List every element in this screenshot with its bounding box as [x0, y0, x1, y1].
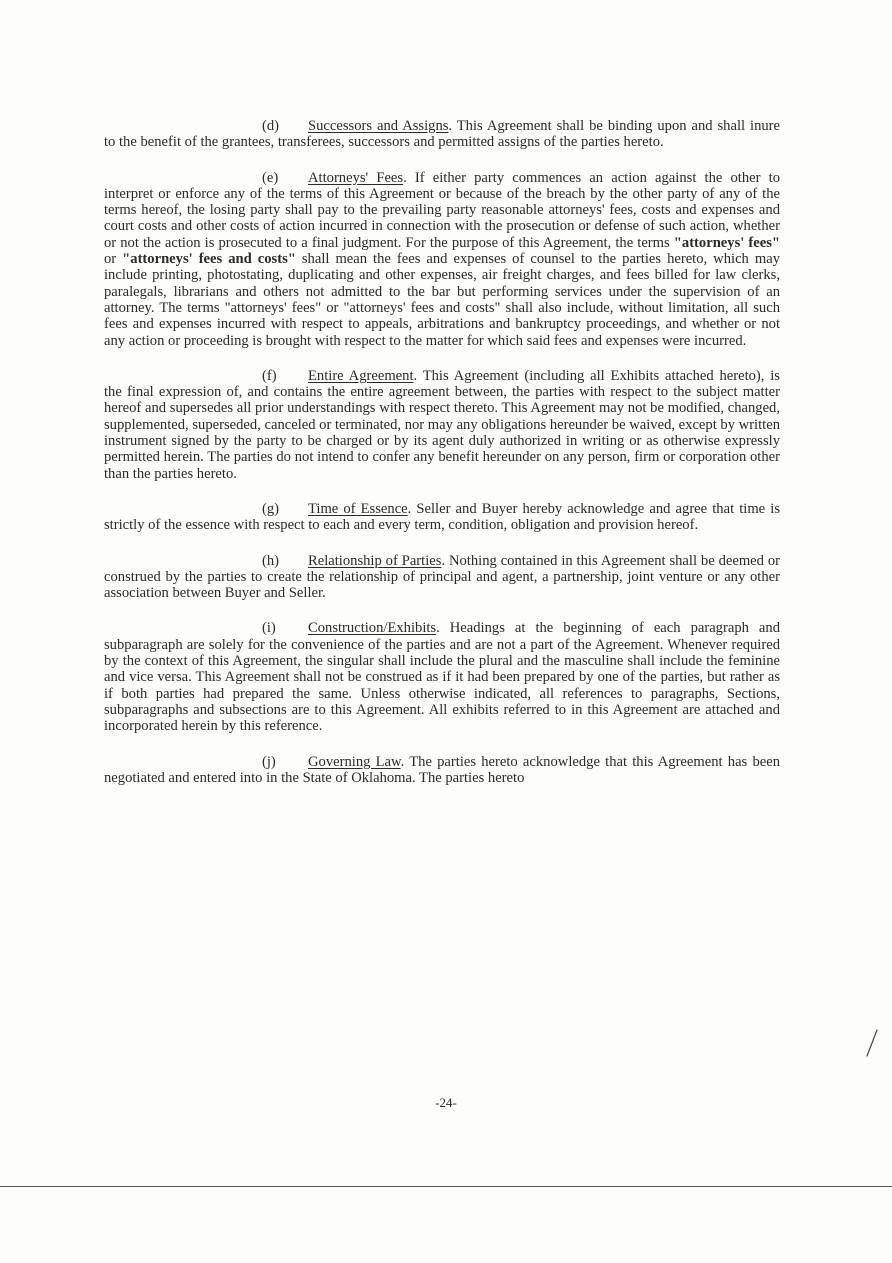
defined-term: "attorneys' fees"	[673, 234, 781, 251]
section-text: . If either party commences an action against the other to interpret or enforce any of the terms of this Agreement or because of the breach by the other party of any of the terms hereof, the losing party shall pay to the prevailing party reasonable attorneys' fees, costs and expenses and court costs and other costs of action incurred in connection with the prosecution or defense of such action, whether or not the action is prosecuted to a final judgment. For the purpose of this Agreement, the terms	[104, 169, 780, 251]
section-text: . Nothing contained in this Agreement shall be deemed or construed by the parties to create the relationship of principal and agent, a partnership, joint venture or any other association between Buyer and Seller.	[104, 552, 780, 602]
section-d	[104, 118, 780, 151]
section-i	[104, 620, 780, 734]
section-number: (i)	[262, 620, 276, 637]
section-text: . Headings at the beginning of each paragraph and subparagraph are solely for the convenience of the parties and are not a part of the Agreement. Whenever required by the context of this Agreement, the singular shall include the plural and the masculine shall include the feminine and vice versa. This Agreement shall not be construed as if it had been prepared by one of the parties, but rather as if both parties had prepared the same. Unless otherwise indicated, all references to paragraphs, Sections, subparagraphs and subsections are to this Agreement. All exhibits referred to in this Agreement are attached and incorporated herein by this reference.	[104, 620, 780, 735]
section-number: (e)	[262, 169, 279, 186]
section-e	[104, 170, 780, 349]
section-heading: Relationship of Parties	[308, 552, 442, 569]
margin-pen-mark	[862, 1028, 882, 1058]
section-heading: Time of Essence	[308, 500, 408, 517]
section-number: (d)	[262, 118, 280, 134]
section-heading: Governing Law	[308, 753, 401, 770]
section-g	[104, 501, 780, 534]
section-number: (j)	[262, 753, 276, 770]
section-f	[104, 368, 780, 482]
section-number: (g)	[262, 500, 280, 517]
section-number: (h)	[262, 552, 280, 569]
section-heading: Entire Agreement	[308, 367, 414, 384]
section-text: or	[104, 251, 123, 268]
section-text: . The parties hereto acknowledge that this Agreement has been negotiated and entered into in the State of Oklahoma. The parties hereto	[104, 753, 781, 786]
page-number: -24-	[435, 1095, 457, 1110]
section-text: shall mean the fees and expenses of counsel to the parties hereto, which may include printing, photostating, duplicating and other expenses, air freight charges, and fees billed for law clerks, paralegals, librarians and others not admitted to the bar but performing services under the supervision of an attorney. The terms "attorneys' fees" or "attorneys' fees and costs" shall also include, without limitation, all such fees and expenses incurred with respect to appeals, arbitrations and bankruptcy proceedings, and whether or not any action or proceeding is brought with respect to the matter for which said fees and expenses were incurred.	[104, 251, 780, 349]
section-j	[104, 754, 780, 787]
section-heading: Successors and Assigns	[308, 118, 449, 134]
section-number: (f)	[262, 367, 277, 384]
defined-term: "attorneys' fees and costs"	[122, 251, 296, 268]
section-h	[104, 553, 780, 602]
section-text: . Seller and Buyer hereby acknowledge and agree that time is strictly of the essence with respect to each and every term, condition, obligation and provision hereof.	[104, 500, 780, 534]
section-text: . This Agreement shall be binding upon and shall inure to the benefit of the grantees, transferees, successors and permitted assigns of the parties hereto.	[104, 118, 780, 151]
section-text: . This Agreement (including all Exhibits attached hereto), is the final expression of, and contains the entire agreement between, the parties with respect to the subject matter hereof and supersedes all prior understandings with respect thereto. This Agreement may not be modified, changed, supplemented, superseded, canceled or terminated, nor may any obligations hereunder be waived, except by written instrument signed by the party to be charged or by its agent duly authorized in writing or as otherwise expressly permitted herein. The parties do not intend to confer any benefit hereunder on any person, firm or corporation other than the parties hereto.	[104, 367, 780, 482]
bottom-scan-edge	[0, 1186, 892, 1187]
section-heading: Construction/Exhibits	[308, 620, 437, 637]
document-body	[104, 118, 780, 805]
section-heading: Attorneys' Fees	[308, 169, 404, 186]
